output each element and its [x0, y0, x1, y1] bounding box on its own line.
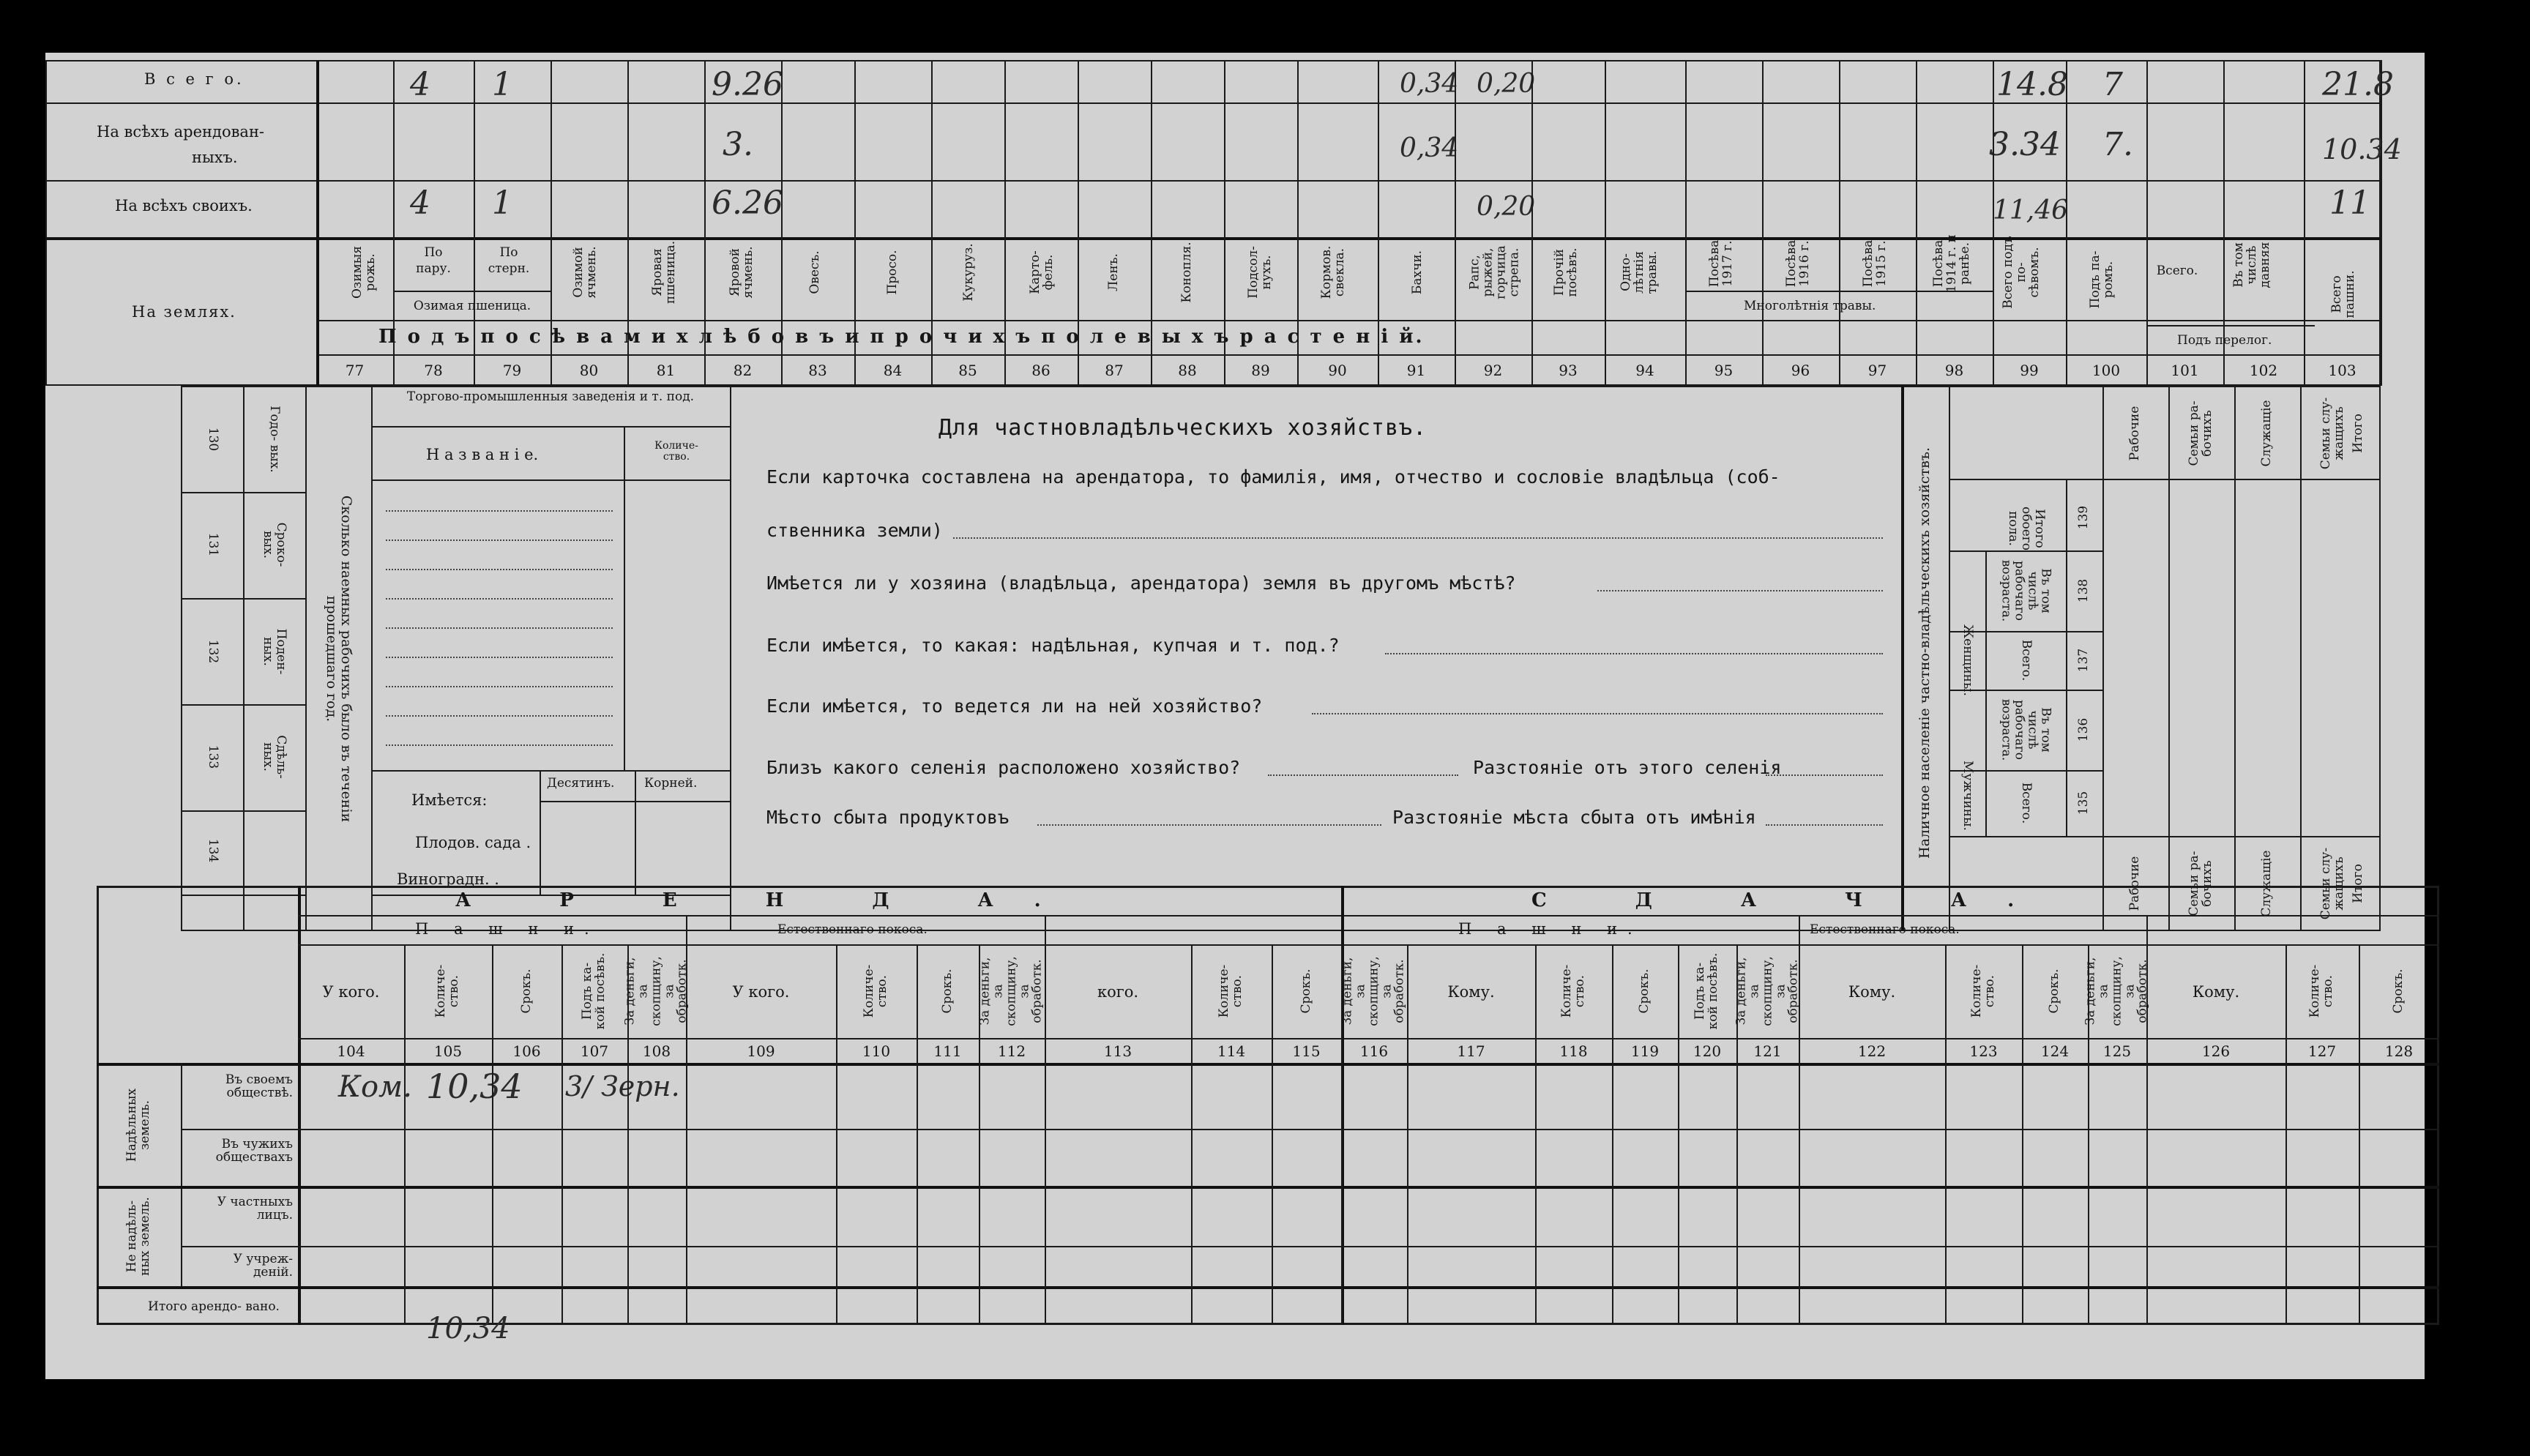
row-label-svoih: На всѣхъ своихъ. — [115, 197, 253, 214]
top-col-num-88: 88 — [1178, 362, 1197, 379]
bottom-header-115: Срокъ. — [1298, 968, 1313, 1014]
bottom-col-num-115: 115 — [1292, 1042, 1321, 1060]
hw-arend-103: 10.34 — [2322, 133, 2402, 165]
top-col-num-79: 79 — [502, 362, 522, 379]
vinograd-label: Виноградн. . — [397, 870, 499, 888]
header-c99: Всего подъ по- сѣвомъ. — [2001, 236, 2042, 309]
rc-itogo-bottom: Итого — [2351, 864, 2366, 903]
count-label-srokovyh: Сроко- вых. — [261, 522, 288, 567]
vsego-zh: Всего. — [2018, 639, 2034, 682]
arenda-pokos: Естественнаго покоса. — [777, 922, 928, 937]
col-num-135: 135 — [2076, 791, 2091, 815]
bottom-header-113: кого. — [1097, 983, 1139, 1001]
top-col-num-95: 95 — [1714, 362, 1734, 379]
bottom-header-109: У кого. — [732, 983, 790, 1001]
zhenshchiny: Женщины. — [1960, 624, 1975, 696]
sdacha-pashni: П а ш н и. — [1458, 920, 1643, 938]
hw-arend-91: 0,34 — [1400, 133, 1459, 163]
col-num-137: 137 — [2076, 648, 2091, 673]
header-c84: Просо. — [885, 250, 900, 295]
header-perelog: Подъ перелог. — [2177, 333, 2272, 348]
top-col-num-90: 90 — [1328, 362, 1347, 379]
top-col-num-97: 97 — [1867, 362, 1887, 379]
bottom-header-120: Подъ ка- кой посѣвъ. — [1693, 952, 1720, 1030]
header-c102: Въ том числѣ давняя — [2231, 242, 2272, 288]
bottom-header-124: Срокъ. — [2047, 968, 2062, 1014]
bottom-col-num-110: 110 — [862, 1042, 891, 1060]
bottom-header-114: Количе- ство. — [1217, 964, 1245, 1018]
header-c97: Посѣва 1915 г. — [1861, 239, 1889, 288]
header-c88: Конопля. — [1179, 242, 1195, 303]
header-c101: Всего. — [2156, 264, 2198, 278]
hw-svoi-103: 11 — [2329, 184, 2370, 222]
header-c79b: стерн. — [488, 261, 530, 276]
bottom-col-num-117: 117 — [1457, 1042, 1485, 1060]
top-col-num-77: 77 — [345, 362, 365, 379]
header-c80: Озимой ячмень. — [571, 246, 599, 299]
bottom-header-104: У кого. — [322, 983, 380, 1001]
bottom-col-num-108: 108 — [642, 1042, 671, 1060]
header-c79a: По — [499, 245, 518, 260]
imeetsya-label: Имѣется: — [411, 791, 488, 809]
bottom-header-123: Количе- ство. — [1969, 964, 1997, 1018]
bottom-col-num-105: 105 — [433, 1042, 463, 1060]
question-land-type: Если имѣется, то какая: надѣльная, купчая и т. под.? — [766, 635, 1340, 656]
count-num-133: 133 — [205, 744, 220, 769]
header-c78b: пару. — [416, 261, 451, 276]
header-c103: Всего пашни. — [2329, 270, 2357, 318]
bottom-col-num-128: 128 — [2384, 1042, 2414, 1060]
question-nearby-village: Близъ какого селенія расположено хозяйство? — [766, 757, 1241, 778]
header-c95: Посѣва 1917 г. — [1707, 239, 1735, 288]
top-col-num-83: 83 — [808, 362, 827, 379]
vt-ch-rab-m: Въ том числѣ рабочаго возраста. — [1999, 698, 2053, 761]
torg-header: Торгово-промышленныя заведенія и т. под. — [406, 389, 695, 404]
sdacha-pokos: Естественнаго покоса. — [1810, 922, 1960, 937]
header-c92: Рапс, рыжей, горчица стрепа. — [1467, 245, 1521, 299]
bottom-col-num-126: 126 — [2201, 1042, 2231, 1060]
header-c83: Овесъ. — [807, 250, 823, 294]
question-market-place: Мѣсто сбыта продуктовъ — [766, 807, 1010, 828]
bottom-header-122: Кому. — [1848, 983, 1896, 1001]
bottom-col-num-107: 107 — [580, 1042, 609, 1060]
row-v-svoem: Въ своемъ обществѣ. — [225, 1072, 293, 1100]
col-num-138: 138 — [2076, 578, 2091, 603]
plodov-sada-label: Плодов. сада . — [415, 834, 531, 851]
question-village-distance: Разстояніе отъ этого селенія — [1473, 757, 1782, 778]
question-farming: Если имѣется, то ведется ли на ней хозяйство? — [766, 695, 1263, 717]
nalichnoe-naselenie: Наличное населеніе частно-владѣльческихъ хозяйствъ. — [1917, 447, 1933, 859]
header-c96: Посѣва 1916 г. — [1784, 239, 1812, 288]
bottom-col-num-104: 104 — [337, 1042, 365, 1060]
bottom-col-num-116: 116 — [1359, 1042, 1389, 1060]
desyatin-header: Десятинъ. — [547, 776, 615, 791]
bottom-col-num-114: 114 — [1217, 1042, 1246, 1060]
hw-vsego-103: 21.8 — [2322, 66, 2394, 103]
bottom-col-num-127: 127 — [2307, 1042, 2337, 1060]
hw-vsego-100: 7 — [2102, 66, 2123, 103]
private-farms-title: Для частновладѣльческихъ хозяйствъ. — [939, 415, 1428, 441]
arenda-title: А Р Е Н Д А. — [455, 889, 1082, 911]
bottom-header-106: Срокъ. — [518, 968, 534, 1014]
workers-question: Сколько наемных рабочихъ было въ теченіи прошедшаго год. — [324, 495, 354, 823]
header-c98: Посѣва 1914 г. и ранѣе. — [1931, 234, 1972, 293]
row-label-na-zemlyakh: На землях. — [132, 303, 236, 321]
top-col-num-84: 84 — [883, 362, 903, 379]
bottom-header-111: Срокъ. — [939, 968, 955, 1014]
bottom-col-num-118: 118 — [1559, 1042, 1588, 1060]
vt-ch-rab-zh: Въ том числѣ рабочаго возраста. — [1999, 559, 2053, 622]
bottom-header-117: Кому. — [1447, 983, 1495, 1001]
bottom-header-105: Количе- ство. — [433, 964, 461, 1018]
header-c100: Подъ па- ромъ. — [2088, 250, 2116, 309]
top-col-num-99: 99 — [2020, 362, 2039, 379]
hw-vsego-92: 0,20 — [1477, 69, 1536, 99]
question-market-distance: Разстояніе мѣста сбыта отъ имѣнія — [1392, 807, 1756, 828]
count-label-podennyh: Поден- ных. — [261, 628, 288, 675]
sowing-band-title: П о д ъ п о с ѣ в а м и х л ѣ б о в ъ и п р о ч и х ъ п о л е в ы х ъ р а с т е н і й. — [378, 326, 1425, 348]
question-owner: Если карточка составлена на арендатора, то фамилія, имя, отчество и сословіе владѣльца (соб- — [766, 466, 1780, 488]
bottom-col-num-122: 122 — [1857, 1042, 1887, 1060]
bottom-header-110: Количе- ство. — [862, 964, 889, 1018]
rc-rabochie-top: Рабочие — [2127, 406, 2143, 461]
row-label-arendovannyh-2: ныхъ. — [192, 149, 238, 166]
hw-vsego-77: 4 — [410, 66, 430, 103]
bottom-col-num-112: 112 — [997, 1042, 1026, 1060]
bottom-header-112: За деньги, за скопщину, за обработк. — [977, 956, 1045, 1026]
bottom-header-108: За деньги, за скопщину, за обработк. — [622, 956, 690, 1026]
hw-arend-99: 3.34 — [1989, 126, 2061, 163]
top-col-num-98: 98 — [1944, 362, 1964, 379]
question-other-land: Имѣется ли у хозяина (владѣльца, арендатора) земля въ другомъ мѣстѣ? — [766, 572, 1516, 594]
row-u-uchrezhd: У учреж- деній. — [233, 1252, 293, 1280]
hw-svoi-78: 1 — [492, 184, 512, 222]
top-col-num-100: 100 — [2091, 362, 2121, 379]
hw-arend-82: 3. — [723, 126, 753, 163]
header-c90: Кормов. свекла. — [1319, 245, 1347, 299]
top-col-num-92: 92 — [1483, 362, 1503, 379]
hw-svoi-99: 11,46 — [1993, 195, 2069, 225]
count-label-godovyh: Годо- вых. — [266, 406, 282, 473]
count-num-131: 131 — [205, 532, 220, 557]
col-num-136: 136 — [2076, 717, 2091, 742]
rc-semi-sl-bottom: Семьи слу- жащихъ — [2318, 847, 2346, 920]
top-col-num-81: 81 — [656, 362, 676, 379]
muzhchiny: Мужчины. — [1960, 761, 1975, 831]
hw-svoi-92: 0,20 — [1477, 192, 1536, 222]
bottom-col-num-125: 125 — [2102, 1042, 2132, 1060]
col-num-139: 139 — [2076, 505, 2091, 530]
top-col-num-94: 94 — [1635, 362, 1654, 379]
header-c82: Яровой ячмень. — [728, 246, 755, 299]
header-mnogolet: Многолѣтнія травы. — [1744, 299, 1876, 313]
arenda-pashni: П а ш н и. — [415, 920, 600, 938]
hw-itogo-105: 10,34 — [426, 1312, 510, 1345]
sdacha-title: С Д А Ч А. — [1531, 889, 2056, 911]
hw-arend-100: 7. — [2102, 126, 2133, 163]
bottom-header-121: За деньги, за скопщину, за обработк. — [1733, 956, 1801, 1026]
count-label-sdelnyh: Сдѣль- ных. — [261, 735, 288, 779]
top-col-num-93: 93 — [1559, 362, 1578, 379]
rc-itogo-top: Итого — [2351, 414, 2366, 453]
rc-semi-rab-top: Семьи ра- бочихъ — [2187, 400, 2214, 466]
top-col-num-87: 87 — [1105, 362, 1124, 379]
korney-header: Корней. — [644, 776, 698, 791]
hw-vsego-91: 0,34 — [1400, 69, 1459, 99]
header-c91: Бахчи. — [1410, 250, 1425, 295]
bottom-col-num-109: 109 — [747, 1042, 775, 1060]
census-card — [45, 53, 2425, 1379]
header-c86: Карто- фель. — [1028, 250, 1056, 294]
row-label-vsego: В с е г о. — [144, 70, 245, 88]
bottom-col-num-119: 119 — [1630, 1042, 1660, 1060]
bottom-col-num-124: 124 — [2040, 1042, 2070, 1060]
bottom-col-num-120: 120 — [1693, 1042, 1722, 1060]
bottom-col-num-123: 123 — [1969, 1042, 1998, 1060]
header-c85: Кукуруз. — [961, 243, 977, 302]
torg-nazvanie: Н а з в а н і е. — [426, 446, 539, 463]
ne-nadelnyh-zemel: Не надѣль- ных земель. — [124, 1197, 152, 1276]
header-ozim-psh: Озимая пшеница. — [413, 299, 531, 313]
bottom-header-118: Количе- ство. — [1559, 964, 1587, 1018]
rc-rabochie-bottom: Рабочие — [2127, 856, 2143, 911]
count-num-132: 132 — [205, 639, 220, 664]
hw-vsego-82: 9.26 — [712, 66, 783, 103]
rc-sluzhashchie-bottom: Служащіе — [2259, 850, 2275, 917]
hw-r1-107: 3/ Зерн. — [565, 1070, 680, 1102]
top-col-num-80: 80 — [579, 362, 599, 379]
bottom-header-127: Количе- ство. — [2307, 964, 2335, 1018]
bottom-header-107: Подъ ка- кой посѣвъ. — [580, 952, 608, 1030]
bottom-col-num-113: 113 — [1103, 1042, 1132, 1060]
count-num-134: 134 — [205, 838, 220, 863]
bottom-header-125: За деньги, за скопщину, за обработк. — [2083, 956, 2150, 1026]
header-c93: Прочій посѣвъ. — [1552, 247, 1580, 297]
hw-vsego-78: 1 — [492, 66, 512, 103]
header-c78a: По — [424, 245, 443, 260]
bottom-col-num-111: 111 — [933, 1042, 962, 1060]
row-label-arendovannyh: На всѣхъ арендован- — [97, 123, 265, 141]
torg-kolich: Количе- ство. — [654, 440, 698, 463]
top-col-num-102: 102 — [2249, 362, 2278, 379]
rc-semi-rab-bottom: Семьи ра- бочихъ — [2187, 851, 2214, 916]
bottom-col-num-106: 106 — [512, 1042, 541, 1060]
header-c77: Озимыя рожь. — [350, 245, 378, 299]
header-c87: Ленъ. — [1106, 253, 1122, 291]
bottom-col-num-121: 121 — [1753, 1042, 1782, 1060]
top-col-num-103: 103 — [2328, 362, 2357, 379]
top-col-num-82: 82 — [733, 362, 753, 379]
top-col-num-86: 86 — [1031, 362, 1051, 379]
rc-semi-sl-top: Семьи слу- жащихъ — [2318, 397, 2346, 470]
question-owner-cont: ственника земли) — [766, 520, 943, 541]
bottom-header-126: Кому. — [2192, 983, 2240, 1001]
vsego-m: Всего. — [2018, 782, 2034, 824]
hw-svoi-82: 6.26 — [712, 184, 783, 222]
top-col-num-78: 78 — [424, 362, 443, 379]
header-c81: Яровая пшеница. — [650, 240, 678, 305]
header-c89: Подсол- нухъ. — [1246, 246, 1274, 299]
hw-vsego-99: 14.8 — [1996, 66, 2068, 103]
hw-r1-104: Ком. — [338, 1070, 412, 1104]
top-col-num-89: 89 — [1251, 362, 1270, 379]
top-col-num-91: 91 — [1406, 362, 1426, 379]
bottom-header-119: Срокъ. — [1637, 968, 1652, 1014]
header-c94: Одно- лѣтнія травы. — [1619, 250, 1660, 294]
bottom-header-116: За деньги, за скопщину, за обработк. — [1340, 956, 1407, 1026]
top-col-num-85: 85 — [958, 362, 977, 379]
top-col-num-96: 96 — [1791, 362, 1810, 379]
row-u-chastnyh: У частныхъ лицъ. — [217, 1195, 293, 1222]
row-v-chuzhih: Въ чужихъ обществахъ — [215, 1137, 293, 1165]
hw-r1-105: 10,34 — [426, 1067, 523, 1106]
bottom-header-128: Срокъ. — [2391, 968, 2406, 1014]
itogo-obojego: Итого обоего пола. — [2006, 507, 2047, 550]
rc-sluzhashchie-top: Служащіе — [2259, 400, 2275, 467]
nadelnyh-zemel: Надѣльных земель. — [124, 1088, 152, 1162]
top-col-num-101: 101 — [2171, 362, 2199, 379]
hw-svoi-77: 4 — [410, 184, 430, 222]
row-itogo: Итого арендо- вано. — [148, 1299, 280, 1314]
count-num-130: 130 — [205, 427, 220, 452]
